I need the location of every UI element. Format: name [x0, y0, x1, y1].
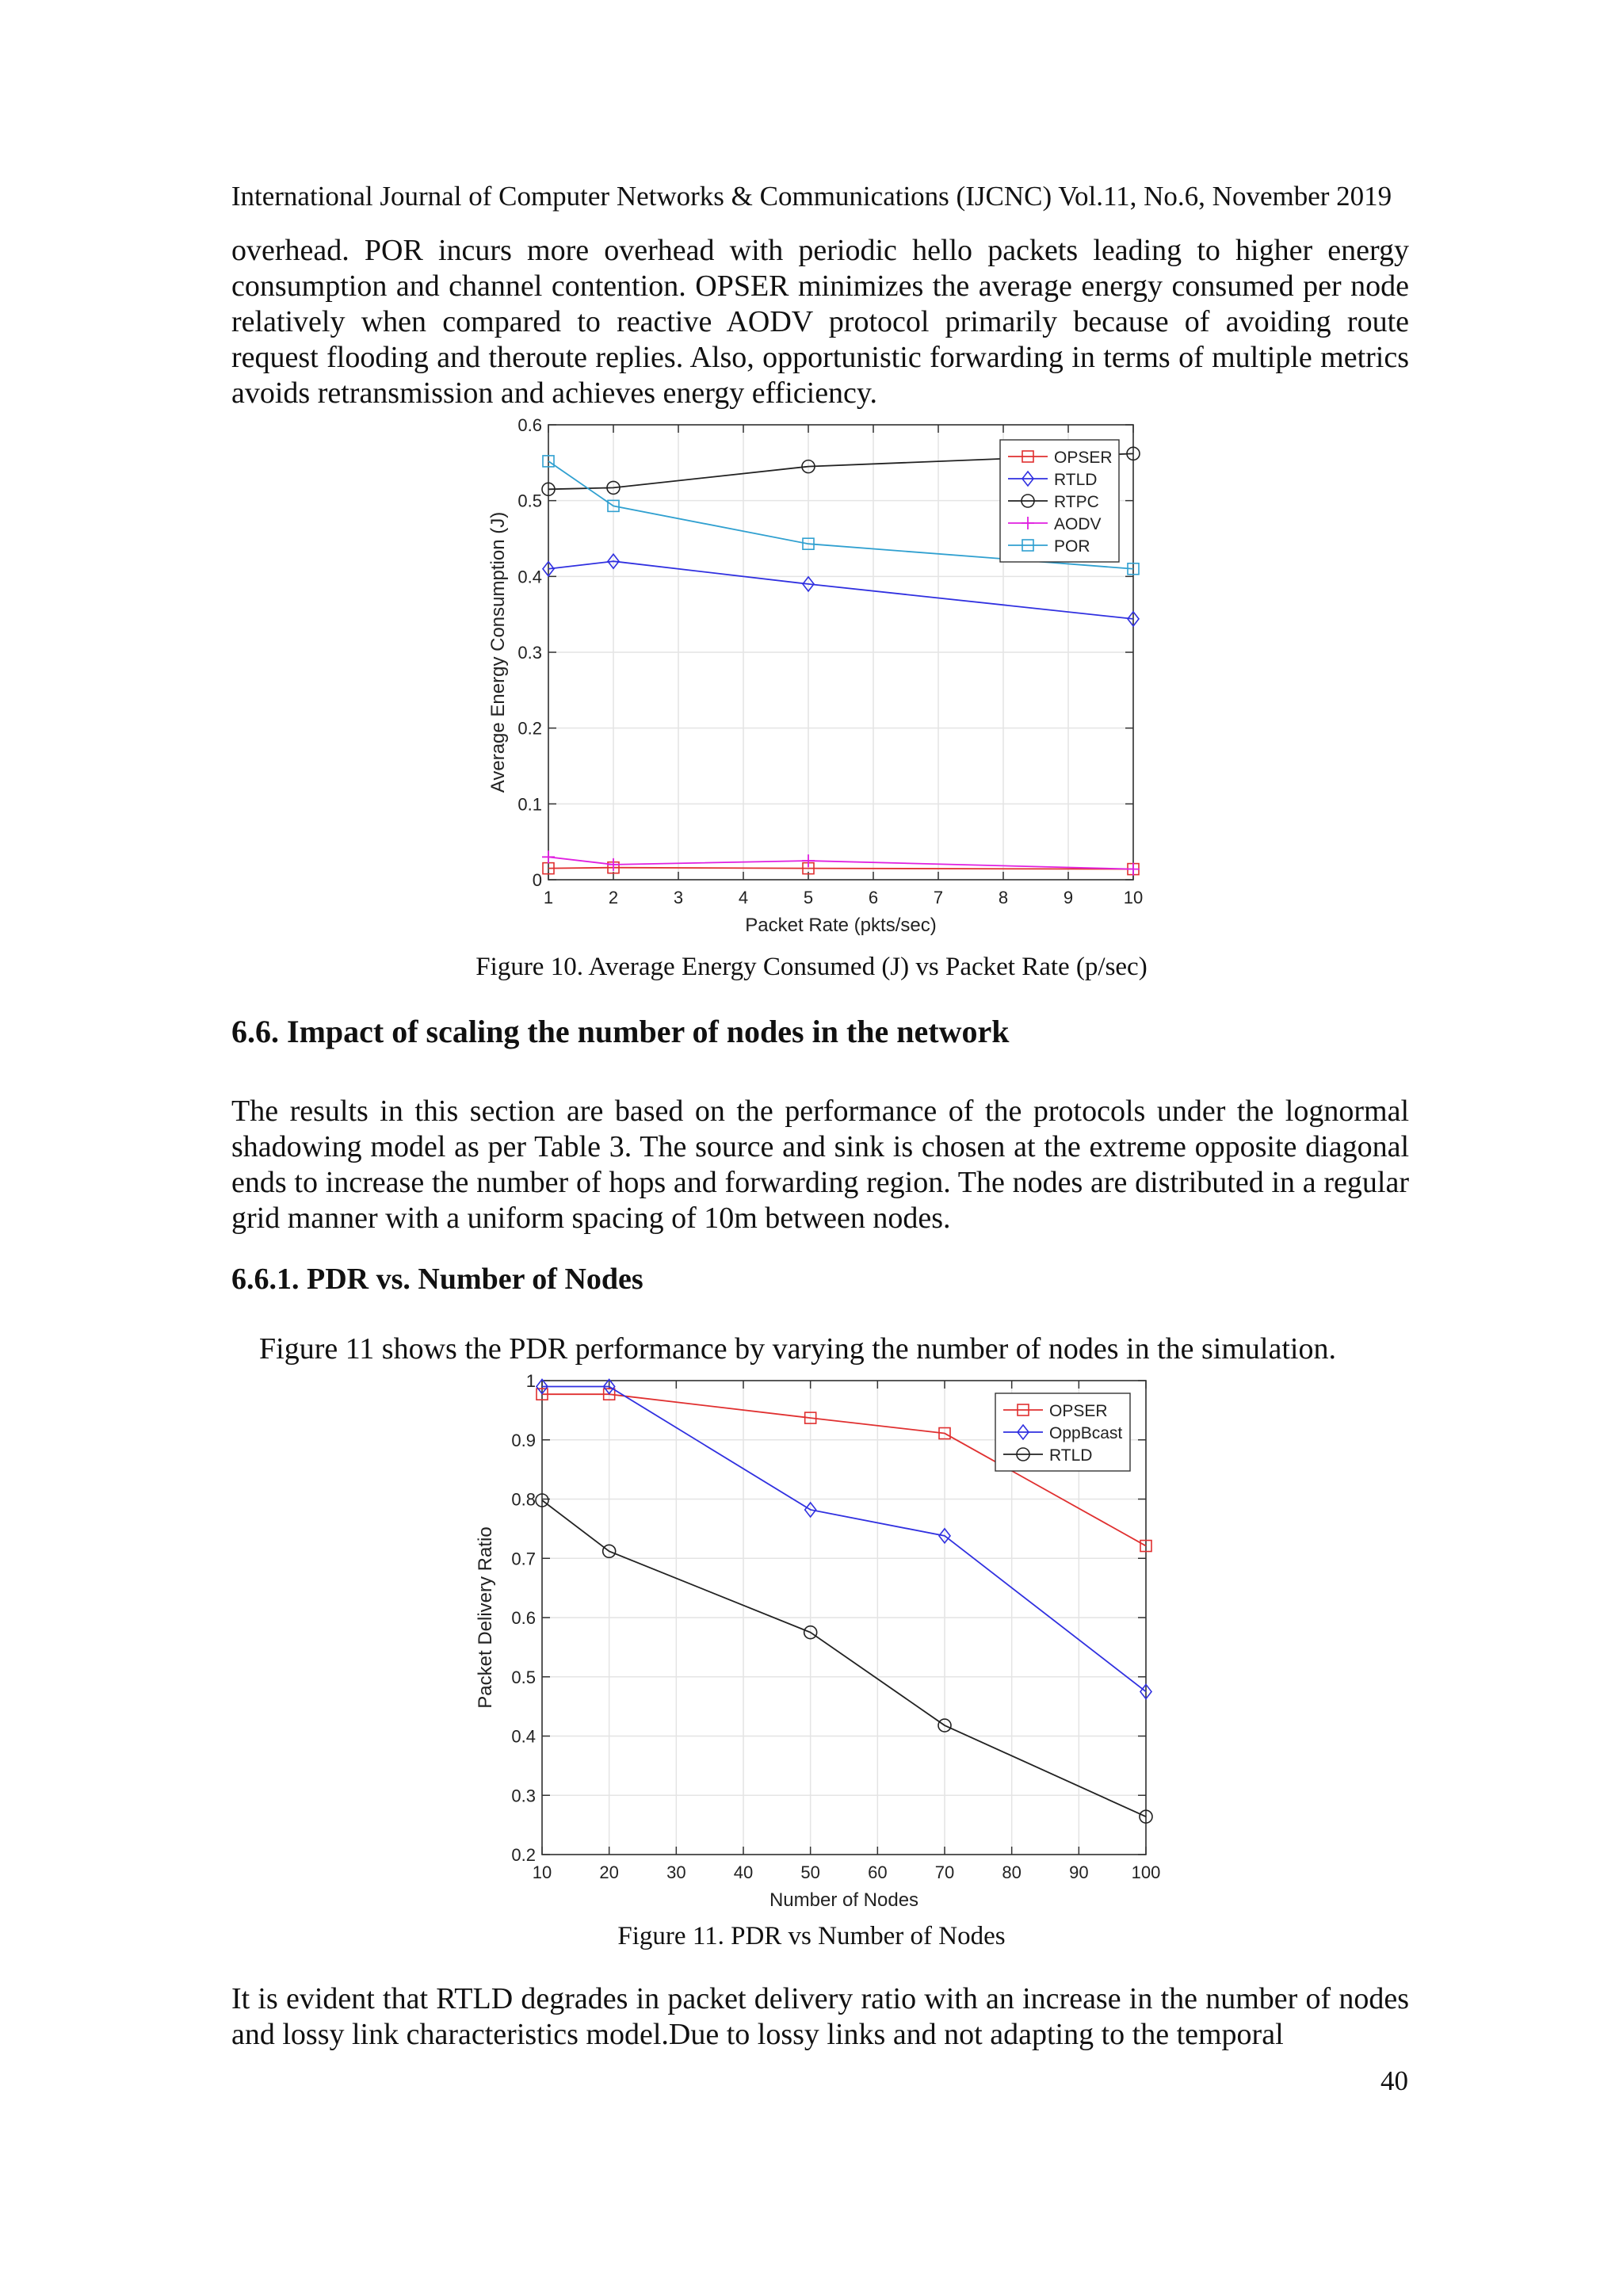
x-tick-label: 30 — [666, 1862, 686, 1882]
y-tick-label: 0.2 — [511, 1845, 536, 1865]
legend-label-rtld: RTLD — [1049, 1446, 1093, 1465]
y-tick-label: 0.4 — [517, 567, 542, 587]
legend-label-rtpc: RTPC — [1054, 493, 1099, 511]
section-title: 6.6. Impact of scaling the number of nodes in the network — [231, 1014, 1010, 1049]
x-tick-label: 3 — [673, 888, 684, 907]
legend-label-opser: OPSER — [1054, 449, 1113, 467]
paragraph-text: overhead. POR incurs more overhead with periodic hello packets leading to higher energy consumption and channel contention. OPSER minimizes the average energy consumed per node relatively when compared to reactive AODV protocol primarily because of avoiding route request flooding and theroute replies. Also, opportunistic forwarding in terms of multiple metrics avoids retransmission and achieves energy efficiency. — [231, 234, 1409, 410]
figure-10-caption: Figure 10. Average Energy Consumed (J) vs Packet Rate (p/sec) — [475, 953, 1148, 981]
x-tick-label: 8 — [998, 888, 1009, 907]
y-tick-label: 0.5 — [511, 1667, 536, 1687]
legend-label-rtld: RTLD — [1054, 471, 1098, 489]
subsection-title: 6.6.1. PDR vs. Number of Nodes — [231, 1263, 643, 1296]
legend-label-oppbcast: OppBcast — [1049, 1424, 1123, 1442]
legend-label-por: POR — [1054, 537, 1090, 556]
x-tick-label: 50 — [800, 1862, 820, 1882]
y-tick-label: 0.3 — [517, 643, 542, 663]
x-tick-label: 5 — [803, 888, 814, 907]
x-tick-label: 2 — [608, 888, 619, 907]
y-axis-label: Average Energy Consumption (J) — [487, 511, 509, 793]
x-tick-label: 70 — [934, 1862, 955, 1882]
x-tick-label: 40 — [733, 1862, 754, 1882]
y-tick-label: 0 — [532, 870, 542, 890]
y-tick-label: 0.9 — [511, 1430, 536, 1450]
journal-header: International Journal of Computer Networks & Communications (IJCNC) Vol.11, No.6, November 2019 — [231, 181, 1392, 212]
page-number: 40 — [1381, 2065, 1408, 2096]
figure-11-caption: Figure 11. PDR vs Number of Nodes — [617, 1922, 1006, 1950]
x-tick-label: 10 — [532, 1862, 552, 1882]
y-tick-label: 0.6 — [517, 415, 542, 435]
y-axis-label: Packet Delivery Ratio — [475, 1526, 496, 1709]
y-tick-label: 0.8 — [511, 1489, 536, 1510]
legend-label-aodv: AODV — [1054, 515, 1102, 533]
legend-label-opser: OPSER — [1049, 1402, 1108, 1420]
y-tick-label: 0.7 — [511, 1549, 536, 1569]
paragraph-text: It is evident that RTLD degrades in packet delivery ratio with an increase in the number of nodes and lossy link characteristics model.Due to lossy links and not adapting to the temporal — [231, 1982, 1409, 2051]
x-axis-label: Number of Nodes — [769, 1889, 919, 1911]
y-tick-label: 0.2 — [517, 718, 542, 739]
paragraph-figure11-intro: Figure 11 shows the PDR performance by varying the number of nodes in the simulation. — [259, 1332, 1336, 1366]
x-tick-label: 6 — [868, 888, 879, 907]
x-tick-label: 20 — [599, 1862, 619, 1882]
x-tick-label: 80 — [1002, 1862, 1022, 1882]
x-tick-label: 9 — [1063, 888, 1074, 907]
x-tick-label: 10 — [1123, 888, 1144, 907]
paragraph-rtld-discussion — [231, 1981, 1409, 2053]
x-axis-label: Packet Rate (pkts/sec) — [745, 915, 937, 936]
y-tick-label: 0.4 — [511, 1726, 536, 1747]
y-tick-label: 0.3 — [511, 1786, 536, 1806]
y-tick-label: 1 — [525, 1371, 536, 1391]
y-tick-label: 0.5 — [517, 491, 542, 511]
x-tick-label: 90 — [1069, 1862, 1089, 1882]
x-tick-label: 100 — [1131, 1862, 1161, 1882]
paragraph-text: The results in this section are based on the performance of the protocols under the lognormal shadowing model as per Table 3. The source and sink is chosen at the extreme opposite diagonal ends to increase the number of hops and forwarding region. The nodes are distributed in a regular grid manner with a uniform spacing of 10m between nodes. — [231, 1095, 1409, 1235]
x-tick-label: 4 — [738, 888, 749, 907]
x-tick-label: 60 — [868, 1862, 888, 1882]
y-tick-label: 0.6 — [511, 1608, 536, 1628]
x-tick-label: 7 — [933, 888, 944, 907]
y-tick-label: 0.1 — [517, 794, 542, 815]
x-tick-label: 1 — [543, 888, 554, 907]
